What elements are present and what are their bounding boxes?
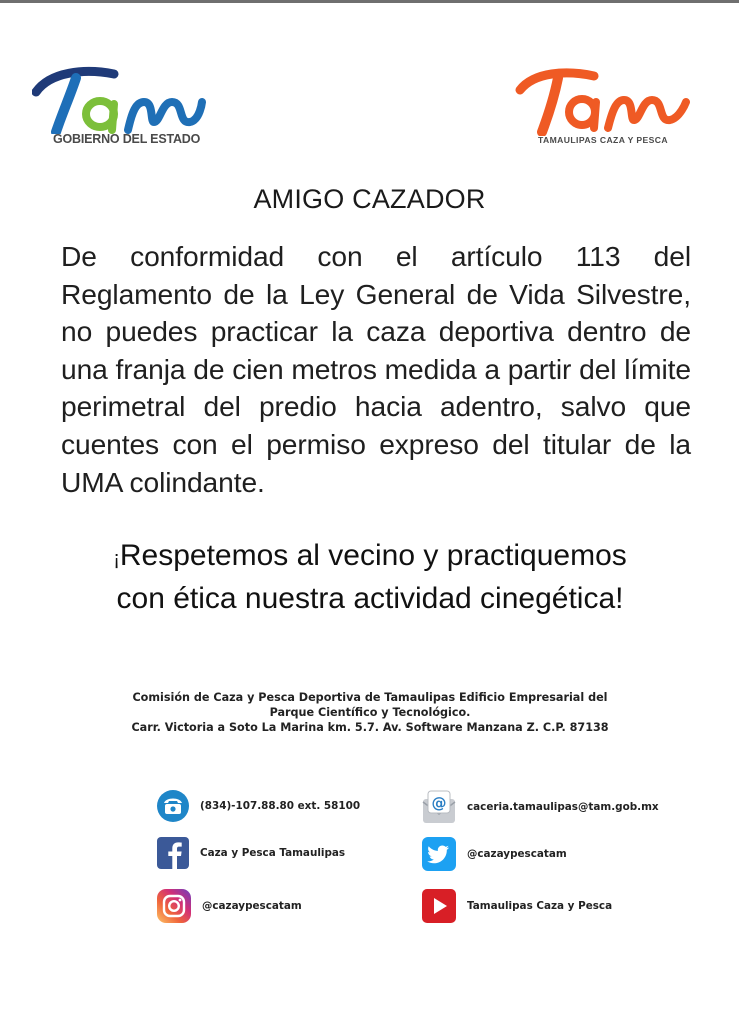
facebook-name: Caza y Pesca Tamaulipas bbox=[200, 847, 346, 859]
phone-number: (834)-107.88.80 ext. 58100 bbox=[200, 800, 361, 812]
slogan-line-2: con ética nuestra actividad cinegética! bbox=[116, 582, 624, 615]
gobierno-logo-caption: GOBIERNO DEL ESTADO bbox=[53, 132, 201, 146]
page-heading: AMIGO CAZADOR bbox=[253, 184, 486, 214]
gobierno-tam-mark-icon bbox=[32, 62, 232, 134]
twitter-handle: @cazaypescatam bbox=[467, 848, 567, 860]
caza-logo-caption: TAMAULIPAS CAZA Y PESCA bbox=[538, 135, 668, 145]
email-icon bbox=[421, 789, 457, 825]
youtube-channel: Tamaulipas Caza y Pesca bbox=[467, 900, 613, 912]
contact-instagram bbox=[156, 888, 302, 924]
regulation-paragraph: De conformidad con el artículo 113 del Reglamento de la Ley General de Vida Silvestre, no puedes practicar la caza deportiva dentro de una franja de cien metros medida a partir del límite perimetral del predio hacia adentro, salvo que cuentes con el permiso expreso del titular de la UMA colindante. bbox=[61, 240, 691, 498]
contact-facebook bbox=[156, 836, 345, 870]
slogan-opening-mark: ¡ bbox=[113, 548, 120, 570]
slogan-line-1 bbox=[30, 536, 710, 579]
tamaulipas-caza-y-pesca-logo bbox=[514, 66, 704, 152]
contact-email bbox=[421, 789, 659, 825]
caza-tam-mark-icon bbox=[514, 66, 704, 136]
facebook-icon bbox=[156, 836, 190, 870]
email-address: caceria.tamaulipas@tam.gob.mx bbox=[467, 801, 659, 813]
top-border bbox=[0, 0, 739, 3]
slogan-line-1-text: Respetemos al vecino y practiquemos bbox=[119, 539, 627, 572]
youtube-icon bbox=[421, 888, 457, 924]
instagram-icon bbox=[156, 888, 192, 924]
contact-youtube bbox=[421, 888, 612, 924]
address-line-1: Comisión de Caza y Pesca Deportiva de Tamaulipas Edificio Empresarial del bbox=[132, 691, 608, 704]
instagram-handle: @cazaypescatam bbox=[202, 900, 302, 912]
address-line-3: Carr. Victoria a Soto La Marina km. 5.7. Av. Software Manzana Z. C.P. 87138 bbox=[131, 721, 609, 734]
contact-phone bbox=[156, 789, 360, 823]
address-block bbox=[30, 690, 710, 735]
contact-twitter bbox=[421, 836, 567, 872]
gobierno-del-estado-logo bbox=[32, 62, 232, 152]
svg-text:@: @ bbox=[431, 794, 447, 812]
phone-icon bbox=[156, 789, 190, 823]
twitter-icon bbox=[421, 836, 457, 872]
slogan bbox=[30, 536, 710, 618]
address-line-2: Parque Científico y Tecnológico. bbox=[269, 706, 471, 719]
